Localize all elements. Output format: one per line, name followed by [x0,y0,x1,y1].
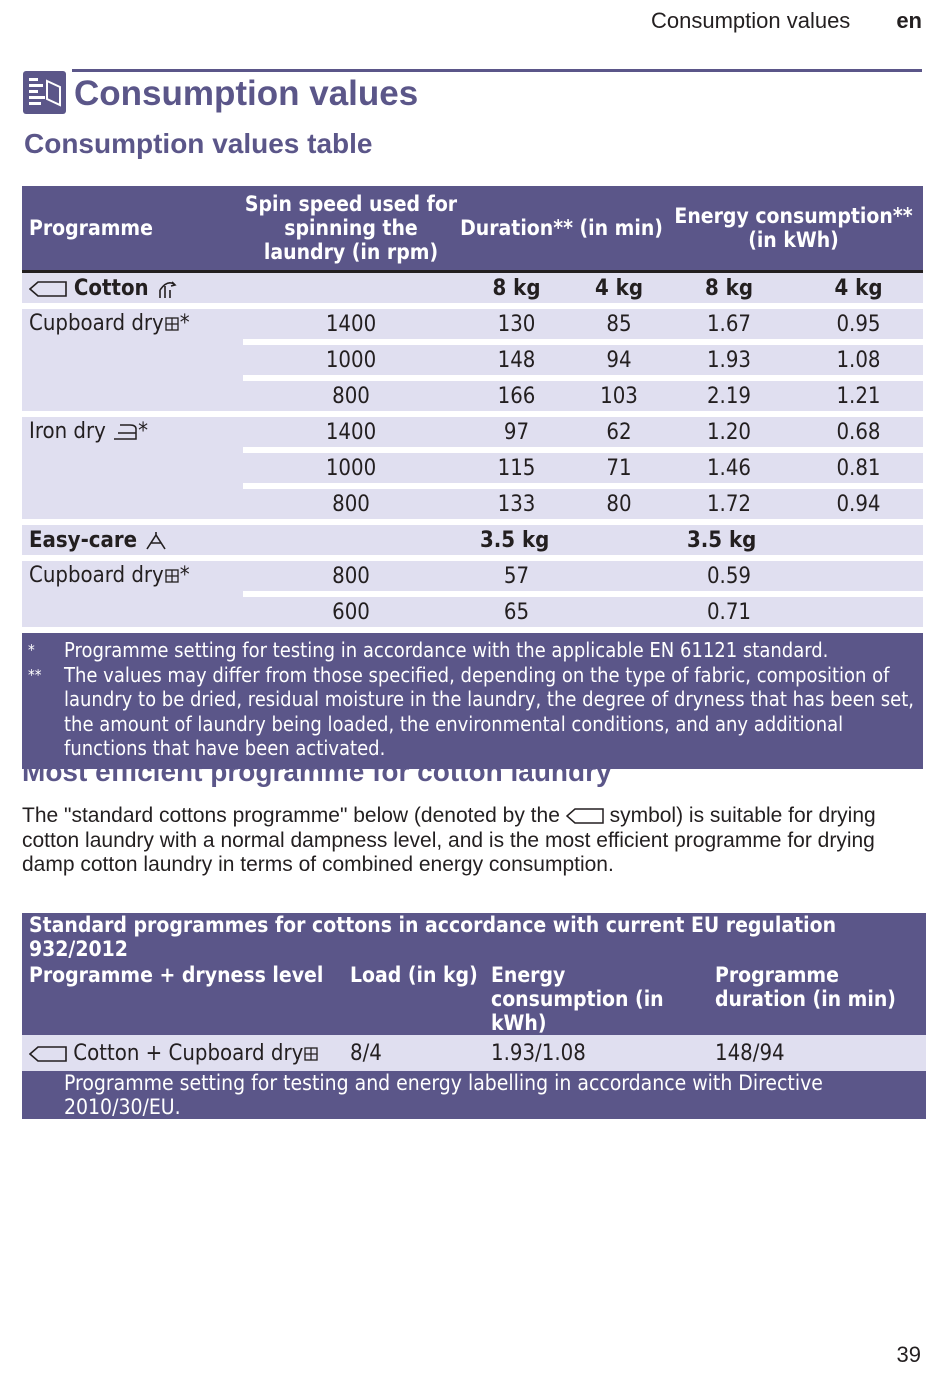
cupboard-dry-icon [303,1046,319,1062]
energy-cell: 0.94 [794,483,923,519]
duration-cell: 65 [459,591,574,627]
duration-cell: 166 [459,375,574,411]
table-row [22,411,923,447]
col-header-energy: Energy consumption** (in kWh) [664,186,923,273]
spin-cell: 1400 [243,303,459,339]
duration-cell: 71 [574,447,664,483]
col-header-programme: Programme + dryness level [22,961,343,1035]
spin-cell: 800 [243,375,459,411]
duration-cell: 94 [574,339,664,375]
footnote [28,638,917,663]
table-footnote: Programme setting for testing and energy labelling in accordance with Directive 2010/30/EU. [22,1071,926,1119]
standard-programmes-table [22,913,926,1119]
col-header-energy: Energy consumption (in kWh) [484,961,708,1035]
programme-easycare-label: Easy-care [29,527,138,553]
page-title: Consumption values [74,74,419,113]
energy-cell: 1.67 [664,303,794,339]
duration-cell: 148/94 [708,1035,926,1071]
col-header-load: Load (in kg) [343,961,484,1035]
section-title: Consumption values table [24,128,373,159]
table-header-row [22,186,923,273]
cottons-programme-icon [29,281,67,297]
cottons-programme-icon [566,808,604,824]
paragraph-text: The "standard cottons programme" below (denoted by the [22,804,560,827]
duration-cell: 133 [459,483,574,519]
spin-cell: 800 [243,483,459,519]
load-cell: 8 kg [459,273,574,303]
footnote-text: The values may differ from those specified, depending on the type of fabric, composition of laundry to be dried, residual moisture in the laundry, the degree of dryness that has been set, the amount of laundry being loaded, the environmental conditions, and any additional functions that have been activated. [64,662,915,760]
section-title: Most efficient programme for cotton laundry [22,756,612,787]
energy-cell: 1.93/1.08 [484,1035,708,1071]
footnote-mark: ** [28,665,42,684]
load-cell: 3.5 kg [459,519,664,555]
load-cell: 3.5 kg [664,519,923,555]
header-language: en [896,8,922,33]
table-footnote-row [22,1071,926,1119]
footnote-mark: * [28,641,35,659]
cupboard-dry-icon [164,316,180,332]
paragraph-text: symbol) is suitable for drying cotton laundry with a normal dampness level, and is the most efficient programme for drying damp cotton laundry in terms of combined energy consumption. [22,804,876,876]
cotton-care-icon [156,278,178,300]
load-cell: 8 kg [664,273,794,303]
table-row [22,303,923,339]
duration-cell: 57 [459,555,574,591]
duration-cell: 103 [574,375,664,411]
consumption-values-table [22,186,923,769]
page-number: 39 [896,1342,921,1367]
dryness-iron-dry: Iron dry * [22,411,243,519]
dryness-cupboard-dry: Cupboard dry * [22,303,243,411]
footnote [28,663,917,761]
spin-cell: 800 [243,555,459,591]
load-cell: 8/4 [343,1035,484,1071]
dryness-label: Cupboard dry [29,311,164,336]
load-cell: 4 kg [794,273,923,303]
programme-row-easycare [22,519,923,555]
spin-cell: 1000 [243,447,459,483]
cupboard-dry-icon [164,568,180,584]
spin-cell: 1000 [243,339,459,375]
energy-cell: 0.71 [664,591,794,627]
col-header-spin-speed: Spin speed used for spinning the laundry (in rpm) [243,186,459,273]
programme-row-cotton [22,273,923,303]
col-header-duration: Programme duration (in min) [708,961,926,1035]
intro-paragraph [22,804,922,878]
table-row [22,555,923,591]
energy-cell: 0.81 [794,447,923,483]
energy-cell: 0.95 [794,303,923,339]
footnote-text: Programme setting for testing in accordance with the applicable EN 61121 standard. [64,638,829,662]
energy-cell: 1.20 [664,411,794,447]
programme-cell [22,1035,343,1071]
dryness-cupboard-dry: Cupboard dry * [22,555,243,627]
programme-label: Cotton + Cupboard dry [73,1040,304,1066]
document-list-icon [23,71,66,114]
energy-cell: 1.93 [664,339,794,375]
duration-cell: 85 [574,303,664,339]
dryness-label: Iron dry [29,419,106,444]
energy-cell: 2.19 [664,375,794,411]
col-header-programme: Programme [22,186,243,273]
dryness-label: Cupboard dry [29,563,164,588]
duration-cell: 97 [459,411,574,447]
spin-cell: 600 [243,591,459,627]
running-header [651,8,922,34]
col-header-duration: Duration** (in min) [459,186,664,273]
duration-cell: 80 [574,483,664,519]
header-rule [72,69,922,72]
duration-cell: 130 [459,303,574,339]
energy-cell: 1.46 [664,447,794,483]
table-title-row [22,913,926,961]
header-section-title: Consumption values [650,8,851,33]
duration-cell: 115 [459,447,574,483]
energy-cell: 0.59 [664,555,794,591]
energy-cell: 1.21 [794,375,923,411]
duration-cell: 62 [574,411,664,447]
spin-cell: 1400 [243,411,459,447]
table-title: Standard programmes for cottons in accordance with current EU regulation 932/2012 [22,913,926,961]
table-notes [22,627,923,769]
programme-easycare [22,519,243,555]
programme-cotton-label: Cotton [73,275,149,301]
table-row [22,1035,926,1071]
easy-care-icon [144,531,168,551]
programme-cotton [22,273,243,303]
cottons-programme-icon [29,1046,67,1062]
iron-icon [112,423,138,441]
duration-cell: 148 [459,339,574,375]
energy-cell: 1.08 [794,339,923,375]
energy-cell: 1.72 [664,483,794,519]
table-header-row [22,961,926,1035]
load-cell: 4 kg [574,273,664,303]
table-notes-row [22,627,923,769]
energy-cell: 0.68 [794,411,923,447]
